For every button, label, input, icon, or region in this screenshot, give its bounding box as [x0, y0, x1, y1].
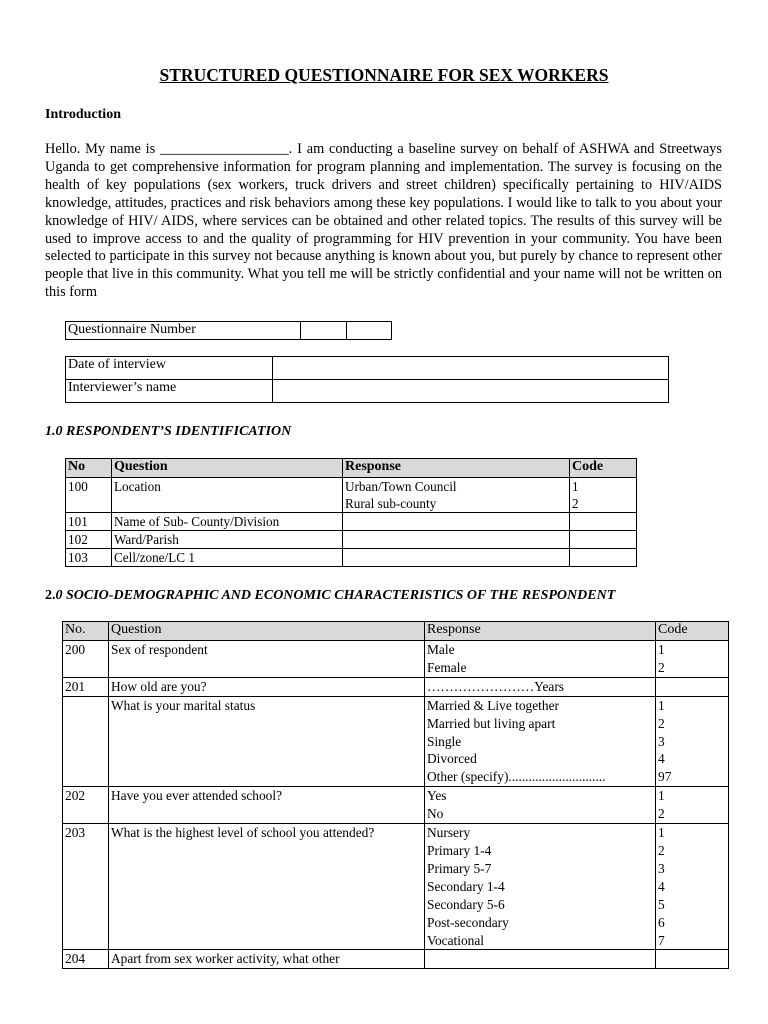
- response-code: 97: [658, 769, 672, 785]
- response-option: [345, 531, 567, 548]
- table-header-row: [63, 622, 729, 641]
- response-code: 4: [658, 751, 665, 767]
- table-row: [66, 478, 637, 513]
- response-cell[interactable]: [425, 950, 656, 969]
- response-option: Male: [427, 642, 455, 657]
- response-code: [572, 549, 634, 566]
- respondent-identification-table: [65, 458, 637, 567]
- header-code: Code: [570, 459, 637, 478]
- question-text: Apart from sex worker activity, what other: [109, 950, 425, 969]
- response-code: 7: [658, 932, 665, 948]
- header-response: Response: [425, 622, 656, 641]
- question-text: Location: [112, 478, 343, 513]
- code-cell: [656, 824, 729, 950]
- code-cell: [656, 787, 729, 824]
- table-row: [63, 641, 729, 678]
- response-code: 1: [658, 697, 665, 713]
- response-cell[interactable]: [343, 478, 570, 513]
- response-option: Rural sub-county: [345, 496, 437, 511]
- introduction-heading: Introduction: [45, 107, 121, 122]
- response-code: 3: [658, 860, 665, 876]
- response-code: 1: [658, 825, 665, 841]
- response-code: 4: [658, 878, 665, 894]
- code-cell: [570, 549, 637, 567]
- table-row: [63, 824, 729, 950]
- response-cell[interactable]: [425, 677, 656, 696]
- questionnaire-number-table: [65, 321, 392, 340]
- response-cell[interactable]: [343, 531, 570, 549]
- question-number: 200: [63, 641, 109, 678]
- question-number: 100: [66, 478, 112, 513]
- question-text: How old are you?: [109, 677, 425, 696]
- section2-heading-text: 0 SOCIO-DEMOGRAPHIC AND ECONOMIC CHARACTERISTICS OF THE RESPONDENT: [55, 588, 616, 603]
- response-cell[interactable]: [425, 641, 656, 678]
- question-number: 203: [63, 824, 109, 950]
- question-number: 202: [63, 787, 109, 824]
- response-option: Married & Live together: [427, 697, 559, 713]
- response-code: [658, 678, 726, 696]
- header-code: Code: [656, 622, 729, 641]
- response-option: [345, 513, 567, 530]
- socio-demographic-table: [62, 621, 729, 969]
- questionnaire-number-box-1[interactable]: [301, 322, 347, 340]
- response-option: Divorced: [427, 751, 477, 767]
- table-row: [63, 950, 729, 969]
- header-question: Question: [109, 622, 425, 641]
- table-row: [63, 696, 729, 787]
- question-text: What is the highest level of school you attended?: [109, 824, 425, 950]
- code-cell: [656, 696, 729, 787]
- response-code: 2: [658, 842, 665, 858]
- header-no: No: [66, 459, 112, 478]
- interview-details-table: [65, 356, 669, 403]
- response-code: 5: [658, 896, 665, 912]
- table-row: [63, 677, 729, 696]
- response-code: 2: [658, 659, 665, 675]
- question-text: Sex of respondent: [109, 641, 425, 678]
- response-option: Female: [427, 659, 467, 675]
- response-option: Secondary 1-4: [427, 878, 505, 894]
- date-of-interview-field[interactable]: [273, 357, 669, 380]
- response-code: 2: [572, 496, 579, 511]
- table-row: [66, 531, 637, 549]
- response-code: 1: [572, 479, 579, 494]
- response-code: [572, 531, 634, 548]
- question-text: What is your marital status: [109, 696, 425, 787]
- response-option: Nursery: [427, 825, 471, 841]
- table-row: [66, 549, 637, 567]
- interviewer-name-field[interactable]: [273, 380, 669, 403]
- response-option: Vocational: [427, 932, 485, 948]
- header-response: Response: [343, 459, 570, 478]
- question-number: 201: [63, 677, 109, 696]
- response-option: Secondary 5-6: [427, 896, 505, 912]
- code-cell: [656, 641, 729, 678]
- section1-heading: 1.0 RESPONDENT’S IDENTIFICATION: [45, 424, 292, 439]
- response-cell[interactable]: [425, 696, 656, 787]
- code-cell: [570, 478, 637, 513]
- response-option: ……………………Years: [427, 678, 565, 694]
- response-code: 1: [658, 788, 665, 804]
- response-option: Primary 1-4: [427, 842, 492, 858]
- question-number: [63, 696, 109, 787]
- table-row: [63, 787, 729, 824]
- question-text: Have you ever attended school?: [109, 787, 425, 824]
- table-row: [66, 513, 637, 531]
- question-text: Cell/zone/LC 1: [112, 549, 343, 567]
- response-code: 2: [658, 715, 665, 731]
- table-header-row: [66, 459, 637, 478]
- response-option: [345, 549, 567, 566]
- response-option: [427, 950, 653, 968]
- introduction-text: Hello. My name is __________________. I am conducting a baseline survey on behalf of ASHWA and Streetways Uganda to get comprehensive information for program planning and implementation. The survey is focusing on the health of key populations (sex workers, truck drivers and street children) specifically pertaining to HIV/AIDS knowledge, attitudes, practices and risk behaviors among these key populations. I would like to talk to you about your knowledge of HIV/ AIDS, where services can be obtained and other related topics. The results of this survey will be used to improve access to and the quality of programming for HIV prevention in your community. You have been selected to participate in this survey not because anything is known about you, but purely by chance to represent other people that live in this community. What you tell me will be strictly confidential and your name will not be written on this form: [45, 141, 722, 301]
- response-option: Married but living apart: [427, 715, 556, 731]
- questionnaire-number-box-2[interactable]: [347, 322, 392, 340]
- question-number: 204: [63, 950, 109, 969]
- interviewer-name-label: Interviewer’s name: [66, 380, 273, 403]
- section2-heading: [45, 588, 615, 604]
- code-cell: [570, 513, 637, 531]
- response-code: 2: [658, 806, 665, 822]
- response-option: Urban/Town Council: [345, 479, 457, 494]
- questionnaire-number-label: Questionnaire Number: [66, 322, 301, 340]
- code-cell: [656, 677, 729, 696]
- response-code: [572, 513, 634, 530]
- question-text: Ward/Parish: [112, 531, 343, 549]
- code-cell: [656, 950, 729, 969]
- response-cell[interactable]: [425, 824, 656, 950]
- response-cell[interactable]: [425, 787, 656, 824]
- question-number: 102: [66, 531, 112, 549]
- question-text: Name of Sub- County/Division: [112, 513, 343, 531]
- date-of-interview-label: Date of interview: [66, 357, 273, 380]
- header-no: No.: [63, 622, 109, 641]
- question-number: 101: [66, 513, 112, 531]
- question-number: 103: [66, 549, 112, 567]
- response-cell[interactable]: [343, 549, 570, 567]
- response-option: Other (specify).............................: [427, 769, 606, 785]
- header-question: Question: [112, 459, 343, 478]
- document-title: STRUCTURED QUESTIONNAIRE FOR SEX WORKERS: [159, 65, 609, 85]
- code-cell: [570, 531, 637, 549]
- response-code: 6: [658, 914, 665, 930]
- response-code: 3: [658, 733, 665, 749]
- response-cell[interactable]: [343, 513, 570, 531]
- response-code: [658, 950, 726, 968]
- response-option: Yes: [427, 788, 447, 804]
- response-option: No: [427, 806, 444, 822]
- response-option: Primary 5-7: [427, 860, 492, 876]
- response-option: Post-secondary: [427, 914, 509, 930]
- response-option: Single: [427, 733, 462, 749]
- section2-heading-number: 2.: [45, 588, 56, 603]
- response-code: 1: [658, 642, 665, 657]
